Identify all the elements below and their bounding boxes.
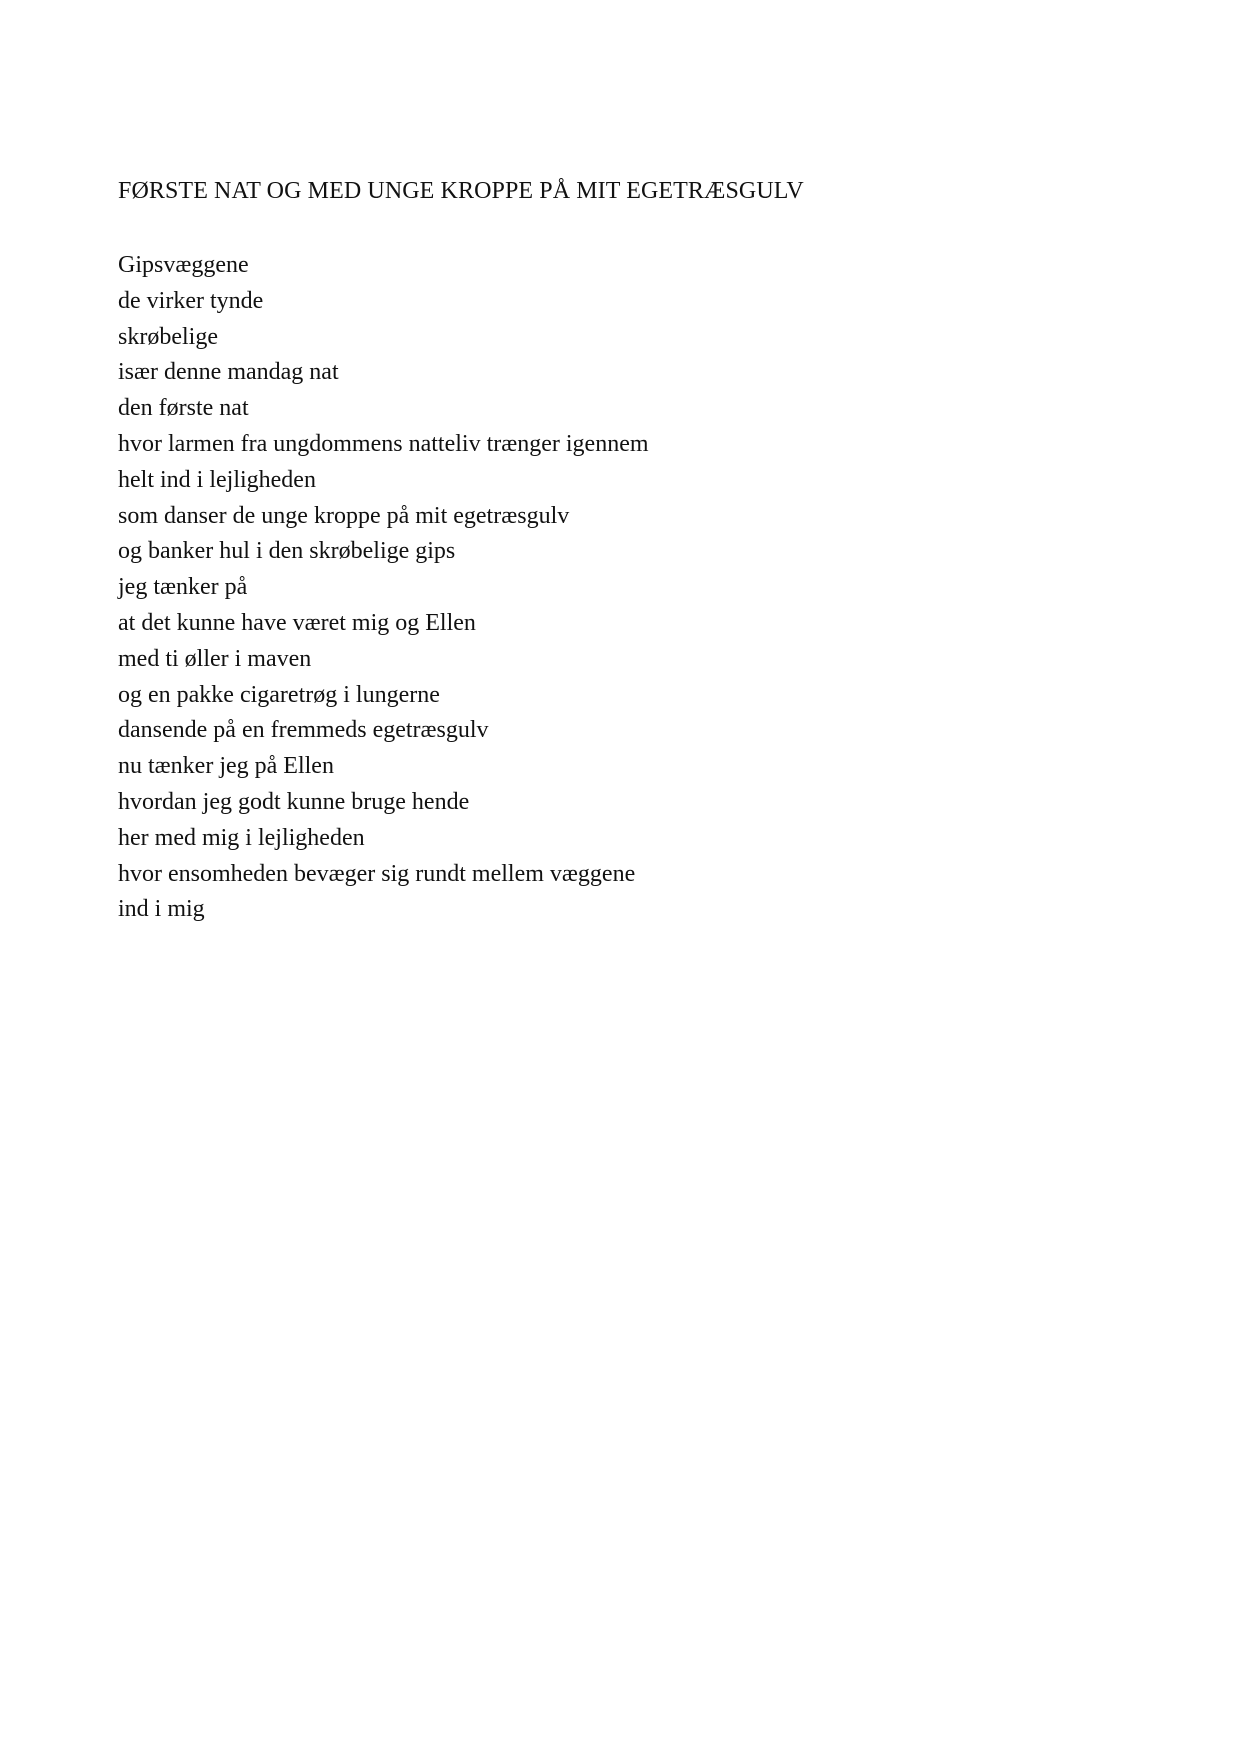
poem-line: nu tænker jeg på Ellen bbox=[118, 753, 334, 780]
poem-line: især denne mandag nat bbox=[118, 359, 339, 386]
poem-line: hvor ensomheden bevæger sig rundt mellem væggene bbox=[118, 860, 636, 887]
poem-line: skrøbelige bbox=[118, 323, 218, 350]
poem-line: som danser de unge kroppe på mit egetræsgulv bbox=[118, 502, 570, 529]
poem-line: og en pakke cigaretrøg i lungerne bbox=[118, 681, 440, 708]
poem-body bbox=[118, 248, 649, 928]
poem-line: at det kunne have været mig og Ellen bbox=[118, 609, 476, 636]
poem-line: her med mig i lejligheden bbox=[118, 824, 365, 851]
poem-line: dansende på en fremmeds egetræsgulv bbox=[118, 717, 489, 744]
poem-line: Gipsvæggene bbox=[118, 252, 249, 278]
poem-line: og banker hul i den skrøbelige gips bbox=[118, 538, 456, 565]
poem-title: FØRSTE NAT OG MED UNGE KROPPE PÅ MIT EGETRÆSGULV bbox=[118, 178, 804, 204]
poem-line: den første nat bbox=[118, 395, 249, 422]
poem-line: med ti øller i maven bbox=[118, 645, 312, 672]
poem-line: ind i mig bbox=[118, 896, 205, 923]
poem-line: hvordan jeg godt kunne bruge hende bbox=[118, 788, 470, 815]
poem-line: de virker tynde bbox=[118, 287, 264, 314]
poem-line: jeg tænker på bbox=[118, 574, 248, 601]
poem-line: hvor larmen fra ungdommens natteliv trænger igennem bbox=[118, 430, 649, 457]
poem-line: helt ind i lejligheden bbox=[118, 466, 316, 493]
